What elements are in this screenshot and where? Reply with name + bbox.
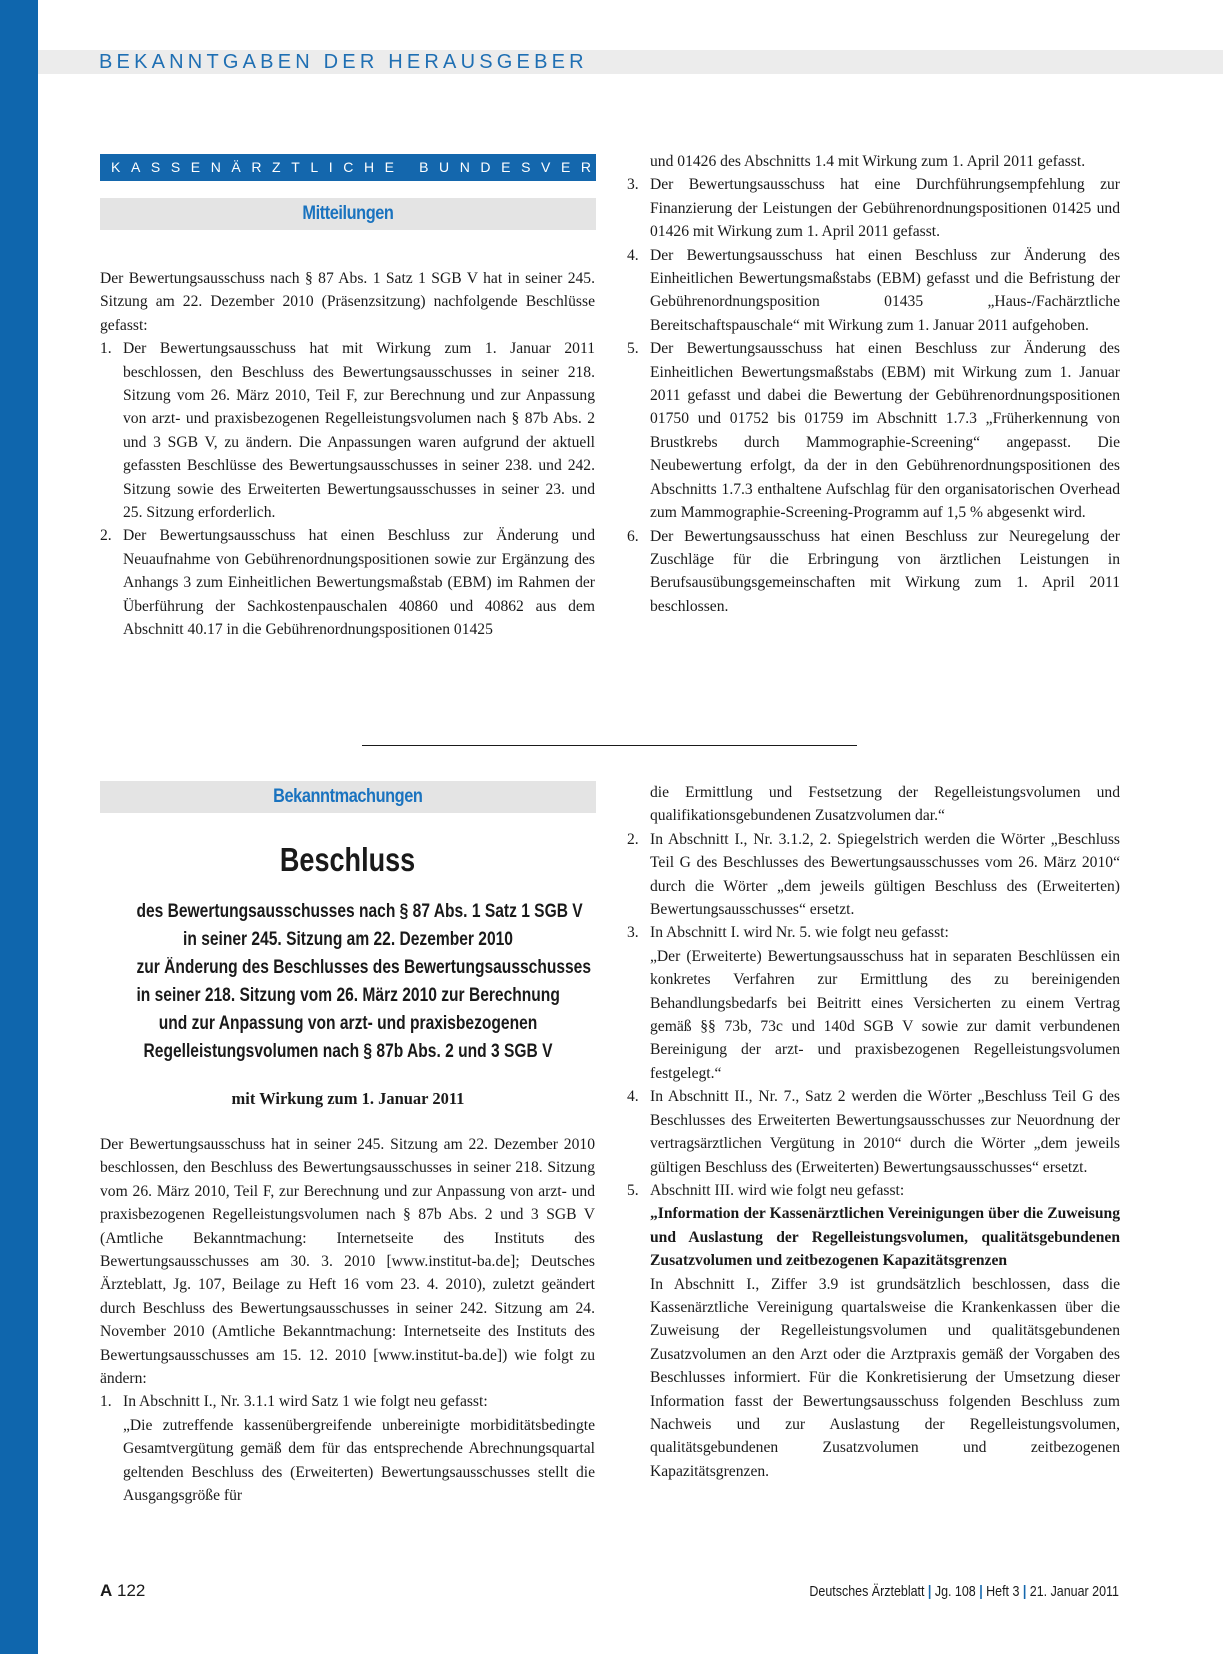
beschluss-title	[100, 840, 596, 880]
sidebar-stripe	[0, 0, 38, 1654]
mitteilungen-item	[100, 524, 595, 641]
item-text: Der Bewertungsausschuss hat einen Beschluss zur Änderung des Einheitlichen Bewertungsmaßstabs (EBM) gefasst und die Befristung der Gebührenordnungsposition 01435 „Haus-/Fachärztliche Bereitschaftspauschale“ mit Wirkung zum 1. Januar 2011 aufgehoben.	[650, 246, 1120, 334]
item-text: In Abschnitt I., Nr. 3.1.1 wird Satz 1 wie folgt neu gefasst:	[123, 1393, 488, 1411]
item-number: 6.	[627, 527, 639, 545]
item-1-quote-continued: die Ermittlung und Festsetzung der Regelleistungsvolumen und qualifikationsgebundenen Zusatzvolumen dar.“	[650, 784, 1120, 825]
item-number: 1.	[100, 340, 112, 358]
subtitle-line: zur Änderung des Beschlusses des Bewertungsausschusses	[136, 957, 592, 978]
item-number: 3.	[627, 176, 639, 194]
subtitle-line: Regelleistungsvolumen nach § 87b Abs. 2 und 3 SGB V	[143, 1041, 553, 1062]
subtitle-line: in seiner 245. Sitzung am 22. Dezember 2010	[183, 929, 513, 950]
journal-citation	[809, 1582, 1119, 1602]
bekanntmachungen-item	[100, 1390, 595, 1507]
item-number: 5.	[627, 340, 639, 358]
item-number: 4.	[627, 246, 639, 264]
section-divider	[362, 745, 857, 746]
mitteilungen-item	[627, 337, 1120, 524]
mitteilungen-item	[627, 173, 1120, 243]
item-text: Der Bewertungsausschuss hat mit Wirkung zum 1. Januar 2011 beschlossen, den Beschluss des Bewertungsausschusses in seiner 218. Sitzung vom 26. März 2010, Teil F, zur Berechnung und zur Anpassung von arzt- und praxisbezogenen Regelleistungsvolumen nach § 87b Abs. 2 und 3 SGB V, zu ändern. Die Anpassungen waren aufgrund der aktuell gefassten Beschlüsse des Bewertungsausschusses in seiner 238. und 242. Sitzung sowie des Erweiterten Bewertungsausschusses in seiner 23. und 25. Sitzung erforderlich.	[123, 340, 595, 522]
mitteilungen-right-column	[627, 150, 1120, 618]
section-header: BEKANNTGABEN DER HERAUSGEBER	[99, 51, 588, 73]
beschluss-subtitle	[90, 898, 606, 1066]
bekanntmachungen-list-right	[627, 828, 1120, 1483]
bekanntmachungen-list-left	[100, 1390, 595, 1507]
mitteilungen-item	[627, 525, 1120, 619]
mitteilungen-heading	[100, 198, 596, 230]
bekanntmachungen-heading	[100, 781, 596, 813]
separator: |	[927, 1584, 932, 1600]
bekanntmachungen-heading-text: Bekanntmachungen	[273, 786, 423, 807]
item-bold-heading: „Information der Kassenärztlichen Vereinigungen über die Zuweisung und Auslastung der Regelleistungsvolumen, qualitätsgebundenen Zusatzvolumen und zeitbezogenen Kapazitätsgrenzen	[650, 1205, 1120, 1270]
subtitle-line: in seiner 218. Sitzung vom 26. März 2010 zur Berechnung	[136, 985, 560, 1006]
item-text: Der Bewertungsausschuss hat einen Beschluss zur Änderung des Einheitlichen Bewertungsmaßstabs (EBM) mit Wirkung zum 1. Januar 2011 gefasst und dabei die Bewertung der Gebührenordnungspositionen 01750 und 01752 bis 01759 im Abschnitt 1.7.3 „Früherkennung von Brustkrebs durch Mammographie-Screening“ angepasst. Die Neubewertung erfolgt, da der in den Gebührenordnungspositionen des Abschnitts 1.7.3 enthaltene Aufschlag für den organisatorischen Overhead zum Mammographie-Screening-Programm auf 1,5 % abgesenkt wird.	[650, 340, 1120, 522]
item-number: 2.	[100, 527, 112, 545]
separator: |	[979, 1584, 983, 1600]
journal-volume: Jg. 108	[934, 1584, 976, 1600]
subtitle-line: und zur Anpassung von arzt- und praxisbezogenen	[158, 1013, 538, 1034]
page-number-value: 122	[117, 1581, 146, 1600]
journal-date: 21. Januar 2011	[1029, 1584, 1119, 1600]
mitteilungen-heading-text: Mitteilungen	[302, 203, 394, 224]
item-number: 3.	[627, 924, 639, 942]
beschluss-title-text: Beschluss	[280, 841, 416, 878]
effective-date: mit Wirkung zum 1. Januar 2011	[231, 1089, 465, 1108]
item-quote: „Die zutreffende kassenübergreifende unbereinigte morbiditätsbedingte Gesamtvergütung gemäß dem für das entsprechende Abrechnungsquartal geltenden Beschluss des (Erweiterten) Bewertungsausschusses stellt die Ausgangsgröße für	[123, 1416, 595, 1505]
bekanntmachungen-item	[627, 1179, 1120, 1483]
mitteilungen-item	[100, 337, 595, 524]
page-prefix: A	[100, 1581, 113, 1600]
journal-issue: Heft 3	[986, 1584, 1020, 1600]
separator: |	[1022, 1584, 1027, 1600]
page-number	[100, 1580, 145, 1602]
item-number: 5.	[627, 1181, 639, 1199]
mitteilungen-intro: Der Bewertungsausschuss nach § 87 Abs. 1 Satz 1 SGB V hat in seiner 245. Sitzung am 22. Dezember 2010 (Präsenzsitzung) nachfolgende Beschlüsse gefasst:	[100, 270, 595, 334]
kbv-banner: KASSENÄRZTLICHE BUNDESVEREINIGUNG	[100, 154, 596, 181]
mitteilungen-left-column	[100, 267, 595, 642]
bekanntmachungen-item	[627, 828, 1120, 922]
item-text: Abschnitt III. wird wie folgt neu gefasst:	[650, 1181, 905, 1199]
subtitle-line: des Bewertungsausschusses nach § 87 Abs. 1 Satz 1 SGB V	[136, 901, 583, 922]
bekanntmachungen-item	[627, 921, 1120, 1085]
item-2-continued: und 01426 des Abschnitts 1.4 mit Wirkung zum 1. April 2011 gefasst.	[650, 153, 1086, 170]
bekanntmachungen-right-column	[627, 781, 1120, 1483]
item-text: In Abschnitt I. wird Nr. 5. wie folgt neu gefasst:	[650, 924, 949, 942]
item-text: Der Bewertungsausschuss hat einen Beschluss zur Änderung und Neuaufnahme von Gebührenordnungspositionen sowie zur Ergänzung des Anhangs 3 zum Einheitlichen Bewertungsmaßstab (EBM) im Rahmen der Überführung der Sachkostenpauschalen 40860 und 40862 aus dem Abschnitt 40.17 in die Gebührenordnungspositionen 01425	[123, 527, 595, 639]
item-number: 1.	[100, 1393, 112, 1411]
item-number: 2.	[627, 830, 639, 848]
item-text: In Abschnitt I., Nr. 3.1.2, 2. Spiegelstrich werden die Wörter „Beschluss Teil G des Beschlusses des Bewertungsausschusses vom 26. März 2010“ durch die Wörter „dem jeweils gültigen Beschluss des (Erweiterten) Bewertungsausschusses“ ersetzt.	[650, 830, 1120, 919]
bekanntmachungen-item	[627, 1085, 1120, 1179]
mitteilungen-item	[627, 244, 1120, 338]
item-text: Der Bewertungsausschuss hat einen Beschluss zur Neuregelung der Zuschläge für die Erbringung von ärztlichen Leistungen in Berufsausübungsgemeinschaften mit Wirkung zum 1. April 2011 beschlossen.	[650, 527, 1120, 615]
item-number: 4.	[627, 1088, 639, 1106]
item-quote: „Der (Erweiterte) Bewertungsausschuss hat in separaten Beschlüssen ein konkretes Verfahren zur Ermittlung des zu bereinigenden Behandlungsbedarfs bei Beitritt eines Versicherten zu einem Vertrag gemäß §§ 73b, 73c und 140d SGB V sowie zur damit verbundenen Bereinigung der arzt- und praxisbezogenen Regelleistungsvolumen festgelegt.“	[650, 947, 1120, 1082]
item-body: In Abschnitt I., Ziffer 3.9 ist grundsätzlich beschlossen, dass die Kassenärztliche Vereinigung quartalsweise die Krankenkassen über die Zuweisung der Regelleistungsvolumen und qualitätsgebundenen Zusatzvolumen an den Arzt oder die Arztpraxis gemäß der Vorgaben des Beschlusses informiert. Für die Konkretisierung der Umsetzung dieser Information fasst der Bewertungsausschuss folgenden Beschluss zum Nachweis und zur Auslastung der Regelleistungsvolumen, qualitätsgebundenen Zusatzvolumen und zeitbezogenen Kapazitätsgrenzen.	[650, 1275, 1120, 1480]
bekanntmachungen-intro: Der Bewertungsausschuss hat in seiner 245. Sitzung am 22. Dezember 2010 beschlossen, den Beschluss des Bewertungsausschusses in seiner 218. Sitzung vom 26. März 2010, Teil F, zur Berechnung und zur Anpassung von arzt- und praxisbezogenen Regelleistungsvolumen nach § 87b Abs. 2 und 3 SGB V (Amtliche Bekanntmachung: Internetseite des Instituts des Bewertungsausschusses am 30. 3. 2010 [www.institut-ba.de]; Deutsches Ärzteblatt, Jg. 107, Beilage zu Heft 16 vom 23. 4. 2010), zuletzt geändert durch Beschluss des Bewertungsausschusses in seiner 242. Sitzung am 24. November 2010 (Amtliche Bekanntmachung: Internetseite des Instituts des Bewertungsausschusses am 15. 12. 2010 [www.institut-ba.de]) wie folgt zu ändern:	[100, 1136, 595, 1388]
journal-name: Deutsches Ärzteblatt	[809, 1584, 925, 1600]
mitteilungen-list-left	[100, 337, 595, 641]
item-text: In Abschnitt II., Nr. 7., Satz 2 werden die Wörter „Beschluss Teil G des Beschlusses des Erweiterten Bewertungsausschusses zur Neuordnung der vertragsärztlichen Vergütung in 2010“ durch die Wörter „dem jeweils gültigen Beschluss des (Erweiterten) Bewertungsausschusses“ ersetzt.	[650, 1088, 1120, 1176]
bekanntmachungen-left-column	[100, 1133, 595, 1508]
mitteilungen-list-right	[627, 173, 1120, 618]
item-text: Der Bewertungsausschuss hat eine Durchführungsempfehlung zur Finanzierung der Leistungen der Gebührenordnungspositionen 01425 und 01426 mit Wirkung zum 1. April 2011 gefasst.	[650, 176, 1120, 241]
